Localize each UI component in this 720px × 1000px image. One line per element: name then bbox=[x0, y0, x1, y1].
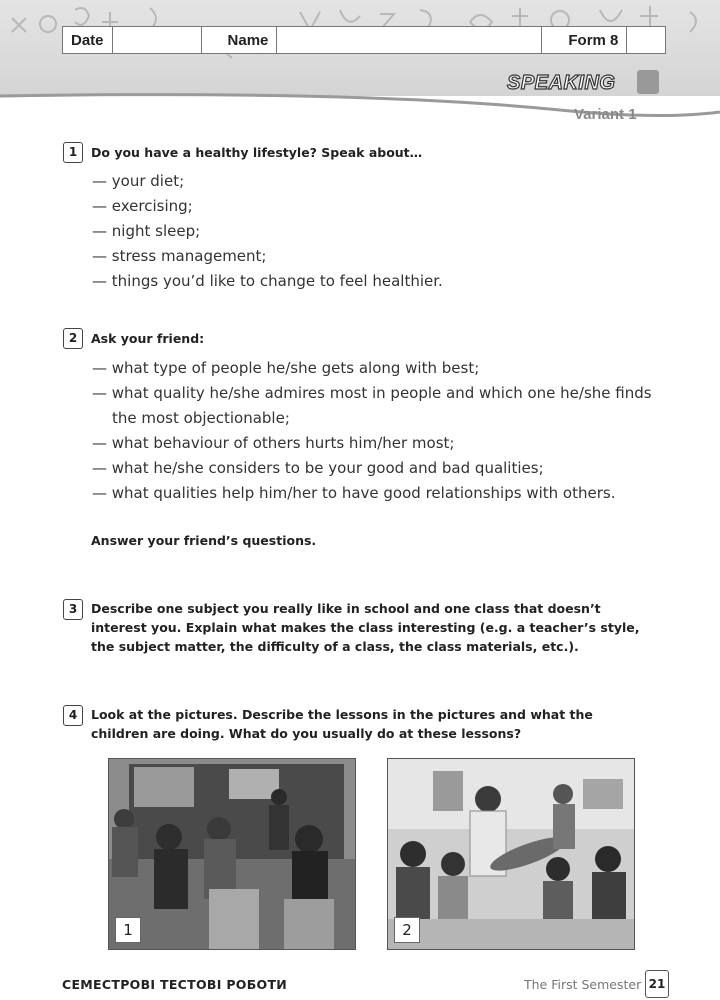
picture-number-1: 1 bbox=[115, 917, 141, 943]
task-2-question: Ask your friend: bbox=[91, 331, 205, 346]
section-title: SPEAKING bbox=[507, 72, 616, 94]
music-lesson-photo-icon bbox=[388, 759, 634, 949]
variant-label: Variant 1 bbox=[574, 106, 637, 123]
task-2-list bbox=[92, 356, 652, 506]
task-1-question: Do you have a healthy lifestyle? Speak about… bbox=[91, 145, 423, 160]
task-4-question: Look at the pictures. Describe the lessons in the pictures and what the children are doing. What do you usually do at these lessons? bbox=[91, 707, 593, 741]
list-item: — things you’d like to change to feel healthier. bbox=[92, 269, 652, 294]
list-item: — stress management; bbox=[92, 244, 652, 269]
form-field[interactable] bbox=[626, 27, 665, 53]
picture-number-2: 2 bbox=[394, 917, 420, 943]
page-number: 21 bbox=[645, 970, 669, 998]
list-item: — your diet; bbox=[92, 169, 652, 194]
list-item: — what quality he/she admires most in people and which one he/she finds the most objectionable; bbox=[92, 381, 652, 431]
list-item: — exercising; bbox=[92, 194, 652, 219]
name-label: Name bbox=[227, 31, 269, 49]
footer-semester: The First Semester bbox=[524, 977, 642, 992]
classroom-photo-icon bbox=[109, 759, 355, 949]
task-number-3: 3 bbox=[63, 599, 83, 620]
form-label: Form 8 bbox=[568, 31, 619, 49]
name-field[interactable] bbox=[276, 27, 542, 53]
task-number-2: 2 bbox=[63, 328, 83, 349]
classroom-photo bbox=[108, 758, 356, 950]
list-item: — what behaviour of others hurts him/her most; bbox=[92, 431, 652, 456]
list-item: — what type of people he/she gets along with best; bbox=[92, 356, 652, 381]
date-label: Date bbox=[71, 31, 104, 49]
list-item: — what he/she considers to be your good and bad qualities; bbox=[92, 456, 652, 481]
task-number-1: 1 bbox=[63, 142, 83, 163]
list-item: — what qualities help him/her to have good relationships with others. bbox=[92, 481, 652, 506]
task-2-followup: Answer your friend’s questions. bbox=[91, 533, 317, 548]
music-lesson-photo bbox=[387, 758, 635, 950]
list-item: — night sleep; bbox=[92, 219, 652, 244]
task-1-list bbox=[92, 169, 652, 294]
footer-book-title: СЕМЕСТРОВІ ТЕСТОВІ РОБОТИ bbox=[62, 977, 288, 992]
task-number-4: 4 bbox=[63, 705, 83, 726]
task-3-question: Describe one subject you really like in school and one class that doesn’t interest you. Explain what makes the class interesting (e.g. a teacher’s style, the subject matter, the difficulty of a class, the class materials, etc.). bbox=[91, 601, 640, 654]
date-field[interactable] bbox=[112, 27, 202, 53]
student-info-fields bbox=[62, 26, 666, 54]
section-tab-marker bbox=[637, 70, 659, 94]
